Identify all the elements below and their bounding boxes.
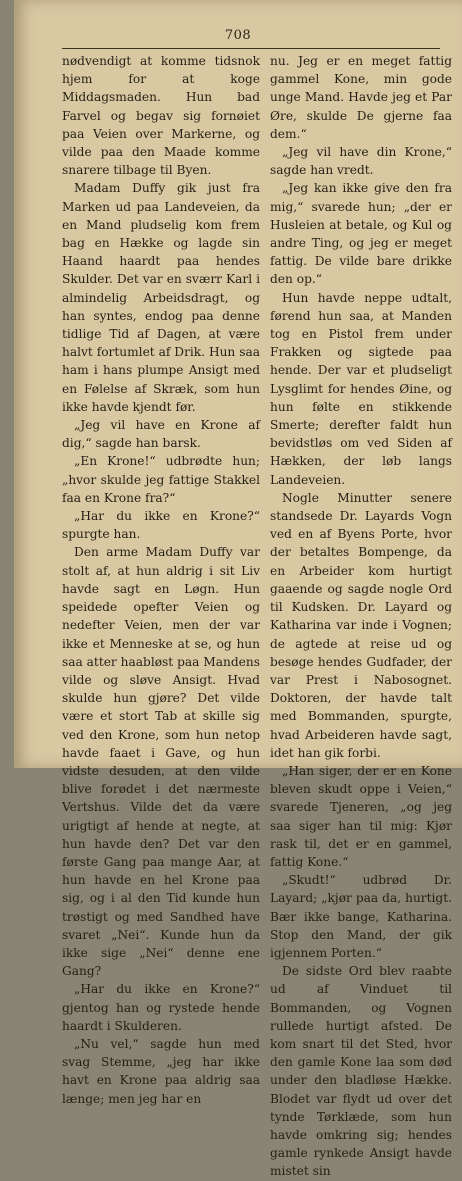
page-number: 708 [224, 28, 252, 43]
left-column [62, 52, 260, 1108]
paragraph: „Jeg vil have din Krone,“ sagde han vredt. [270, 145, 452, 178]
paragraph: Nogle Minutter senere standsede Dr. Layards Vogn ved en af Byens Porte, hvor der betaltes Bompenge, da en Arbeider kom hurtigt gaaende og sagde nogle Ord til Kudsken. Dr. Layard og Katharina var inde i Vognen; de agtede at reise ud og besøge hendes Gudfader, der var Prest i Nabosognet. Doktoren, der havde talt med Bommanden, spurgte, hvad Arbeideren havde sagt, idet han gik forbi. [270, 490, 452, 760]
paragraph: nødvendigt at komme tidsnok hjem for at koge Middagsmaden. Hun bad Farvel og begav sig fornøiet paa Veien over Markerne, og vilde paa den Maade komme snarere tilbage til Byen. [62, 54, 260, 178]
paragraph: „Jeg vil have en Krone af dig,“ sagde han barsk. [62, 418, 260, 451]
paragraph: Den arme Madam Duffy var stolt af, at hun aldrig i sit Liv havde sagt en Løgn. Hun speidede opefter Veien og nedefter Veien, men der var ikke et Menneske at se, og hun saa atter haabløst paa Mandens vilde og sløve Ansigt. Hvad skulde hun gjøre? Det vilde være et stort Tab at skille sig ved den Krone, som hun netop havde faaet i Gave, og hun vidste desuden, at den vilde blive forødet i det nærmeste Vertshus. Vilde det da være urigtigt af hende at negte, at hun havde den? Det var den første Gang paa mange Aar, at hun havde en hel Krone paa sig, og i al den Tid kunde hun trøstigt og med Sandhed have svaret „Nei“. Kunde hun da ikke sige „Nei“ denne ene Gang? [62, 545, 260, 979]
header-rule [62, 48, 440, 49]
paragraph: „Skudt!“ udbrød Dr. Layard; „kjør paa da, hurtigt. Bær ikke bange, Katharina. Stop den Mand, der gik igjennem Porten.“ [270, 873, 452, 960]
paragraph: „En Krone!“ udbrødte hun; „hvor skulde jeg fattige Stakkel faa en Krone fra?“ [62, 454, 260, 505]
paragraph: „Nu vel,“ sagde hun med svag Stemme, „jeg har ikke havt en Krone paa aldrig saa længe; men jeg har en [62, 1036, 260, 1106]
paragraph: Madam Duffy gik just fra Marken ud paa Landeveien, da en Mand pludselig kom frem bag en Hække og lagde sin Haand haardt paa hendes Skulder. Det var en sværr Karl i almindelig Arbeidsdragt, og han syntes, endog paa denne tidlige Tid af Dagen, at være halvt fortumlet af Drik. Hun saa ham i hans plumpe Ansigt med en Følelse af Skræk, som hun ikke havde kjendt før. [62, 181, 260, 414]
paragraph: „Har du ikke en Krone?“ spurgte han. [62, 509, 260, 542]
paragraph: „Har du ikke en Krone?“ gjentog han og rystede hende haardt i Skulderen. [62, 982, 260, 1033]
paragraph: nu. Jeg er en meget fattig gammel Kone, min gode unge Mand. Havde jeg et Par Øre, skulde De gjerne faa dem.“ [270, 54, 452, 141]
paragraph: „Jeg kan ikke give den fra mig,“ svarede hun; „der er Husleien at betale, og Kul og andre Ting, og jeg er meget fattig. De vilde bare drikke den op.“ [270, 181, 452, 287]
paragraph: De sidste Ord blev raabte ud af Vinduet til Bommanden, og Vognen rullede hurtigt afsted. De kom snart til det Sted, hvor den gamle Kone laa som død under den bladløse Hække. Blodet var flydt ud over det tynde Tørklæde, som hun havde omkring sig; hendes gamle rynkede Ansigt havde mistet sin [270, 964, 452, 1179]
paragraph: „Han siger, der er en Kone bleven skudt oppe i Veien,“ svarede Tjeneren, „og jeg saa siger han til mig: Kjør rask til, det er en gammel, fattig Kone.“ [270, 763, 452, 869]
paragraph: Hun havde neppe udtalt, førend hun saa, at Manden tog en Pistol frem under Frakken og sigtede paa hende. Der var et pludseligt Lysglimt for hendes Øine, og hun følte en stikkende Smerte; derefter faldt hun bevidstløs om ved Siden af Hækken, der løb langs Landeveien. [270, 290, 452, 487]
right-column [270, 52, 452, 1181]
book-page [14, 0, 462, 1179]
